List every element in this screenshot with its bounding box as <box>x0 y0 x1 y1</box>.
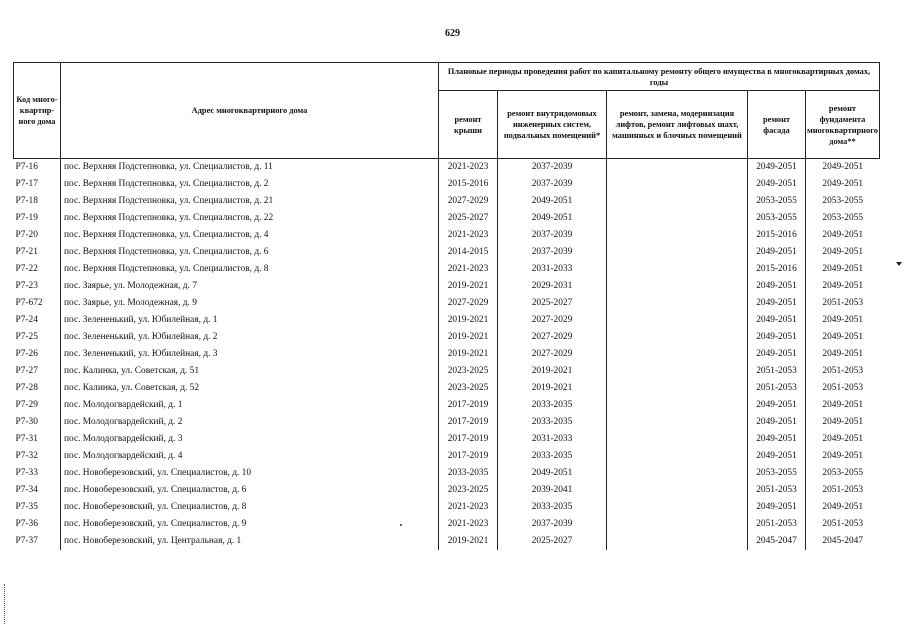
cell-facade: 2051-2053 <box>748 380 806 397</box>
cell-systems: 2025-2027 <box>498 533 607 550</box>
cell-elevators <box>607 329 748 346</box>
cell-facade: 2049-2051 <box>748 346 806 363</box>
cell-code: Р7-25 <box>14 329 61 346</box>
table-row <box>14 329 880 346</box>
cell-address: пос. Молодогвардейский, д. 1 <box>61 397 439 414</box>
cell-code: Р7-24 <box>14 312 61 329</box>
cell-foundation: 2049-2051 <box>822 179 864 189</box>
cell-code: Р7-31 <box>14 431 61 448</box>
table-row <box>14 312 880 329</box>
cell-foundation: 2053-2055 <box>822 196 864 206</box>
cell-foundation: 2049-2051 <box>822 451 864 461</box>
cell-foundation: 2049-2051 <box>822 400 864 410</box>
table-row <box>14 380 880 397</box>
cell-systems: 2027-2029 <box>498 329 607 346</box>
cell-facade: 2051-2053 <box>748 363 806 380</box>
cell-roof: 2021-2023 <box>439 499 498 516</box>
cell-facade: 2049-2051 <box>748 159 806 177</box>
header-code: Код много-квартир-ного дома <box>14 63 61 159</box>
cell-address: пос. Новоберезовский, ул. Центральная, д. 1 <box>61 533 439 550</box>
cell-foundation: 2049-2051 <box>822 349 864 359</box>
cell-code: Р7-17 <box>14 176 61 193</box>
cell-systems: 2033-2035 <box>498 499 607 516</box>
cell-address: пос. Молодогвардейский, д. 3 <box>61 431 439 448</box>
table-header <box>14 63 880 159</box>
cell-facade: 2049-2051 <box>748 499 806 516</box>
cell-code: Р7-33 <box>14 465 61 482</box>
cell-roof: 2021-2023 <box>439 227 498 244</box>
cell-systems: 2037-2039 <box>498 244 607 261</box>
header-facade: ремонт фасада <box>748 91 806 159</box>
header-periods-group: Плановые периоды проведения работ по капитальному ремонту общего имущества в многоквартирных домах, годы <box>439 63 880 91</box>
table-row <box>14 244 880 261</box>
cell-roof: 2027-2029 <box>439 193 498 210</box>
cell-foundation: 2051-2053 <box>822 383 864 393</box>
cell-code: Р7-37 <box>14 533 61 550</box>
cell-facade: 2051-2053 <box>748 482 806 499</box>
cell-elevators <box>607 448 748 465</box>
table-row <box>14 227 880 244</box>
cell-address: пос. Заярье, ул. Молодежная, д. 9 <box>61 295 439 312</box>
cell-elevators <box>607 397 748 414</box>
cell-foundation: 2051-2053 <box>822 366 864 376</box>
cell-address: пос. Зелененький, ул. Юбилейная, д. 3 <box>61 346 439 363</box>
table-row <box>14 431 880 448</box>
cell-address: пос. Верхняя Подстепновка, ул. Специалистов, д. 8 <box>61 261 439 278</box>
cell-facade: 2053-2055 <box>748 193 806 210</box>
cell-elevators <box>607 516 748 533</box>
cell-address: пос. Верхняя Подстепновка, ул. Специалистов, д. 4 <box>61 227 439 244</box>
table-row <box>14 414 880 431</box>
repair-schedule-table <box>13 62 880 550</box>
cell-elevators <box>607 533 748 550</box>
cell-elevators <box>607 176 748 193</box>
cell-elevators <box>607 312 748 329</box>
cell-address: пос. Верхняя Подстепновка, ул. Специалистов, д. 6 <box>61 244 439 261</box>
cell-systems: 2027-2029 <box>498 346 607 363</box>
cell-roof: 2017-2019 <box>439 448 498 465</box>
cell-foundation: 2045-2047 <box>822 536 864 546</box>
cell-elevators <box>607 193 748 210</box>
cell-roof: 2019-2021 <box>439 329 498 346</box>
cell-elevators <box>607 431 748 448</box>
cell-facade: 2049-2051 <box>748 295 806 312</box>
cell-code: Р7-32 <box>14 448 61 465</box>
cell-roof: 2017-2019 <box>439 431 498 448</box>
cell-roof: 2014-2015 <box>439 244 498 261</box>
cell-foundation: 2049-2051 <box>822 281 864 291</box>
cell-systems: 2037-2039 <box>498 176 607 193</box>
scan-speck <box>400 524 402 526</box>
table-row <box>14 261 880 278</box>
cell-code: Р7-36 <box>14 516 61 533</box>
table-row <box>14 499 880 516</box>
cell-roof: 2017-2019 <box>439 414 498 431</box>
header-roof: ремонт крыши <box>439 91 498 159</box>
cell-code: Р7-29 <box>14 397 61 414</box>
cell-foundation: 2049-2051 <box>822 502 864 512</box>
cell-foundation: 2049-2051 <box>822 230 864 240</box>
cell-address: пос. Верхняя Подстепновка, ул. Специалистов, д. 2 <box>61 176 439 193</box>
table-row <box>14 397 880 414</box>
cell-elevators <box>607 380 748 397</box>
cell-systems: 2031-2033 <box>498 431 607 448</box>
cell-code: Р7-27 <box>14 363 61 380</box>
cell-systems: 2019-2021 <box>498 363 607 380</box>
cell-elevators <box>607 261 748 278</box>
cell-code: Р7-26 <box>14 346 61 363</box>
cell-systems: 2049-2051 <box>498 210 607 227</box>
cell-facade: 2049-2051 <box>748 278 806 295</box>
cell-address: пос. Верхняя Подстепновка, ул. Специалистов, д. 21 <box>61 193 439 210</box>
cell-roof: 2015-2016 <box>439 176 498 193</box>
cell-code: Р7-19 <box>14 210 61 227</box>
cell-roof: 2027-2029 <box>439 295 498 312</box>
cell-systems: 2039-2041 <box>498 482 607 499</box>
cell-systems: 2037-2039 <box>498 159 607 177</box>
table-row <box>14 210 880 227</box>
cell-foundation: 2053-2055 <box>822 213 864 223</box>
cell-systems: 2033-2035 <box>498 448 607 465</box>
cell-roof: 2017-2019 <box>439 397 498 414</box>
cell-address: пос. Зелененький, ул. Юбилейная, д. 2 <box>61 329 439 346</box>
table-row <box>14 533 880 550</box>
cell-address: пос. Калинка, ул. Советская, д. 51 <box>61 363 439 380</box>
cell-code: Р7-16 <box>14 159 61 177</box>
table-row <box>14 465 880 482</box>
cell-systems: 2049-2051 <box>498 193 607 210</box>
cell-elevators <box>607 414 748 431</box>
cell-foundation: 2051-2053 <box>822 485 864 495</box>
cell-code: Р7-30 <box>14 414 61 431</box>
table-row <box>14 193 880 210</box>
cell-code: Р7-34 <box>14 482 61 499</box>
margin-arrow-icon <box>896 262 902 266</box>
table-row <box>14 448 880 465</box>
cell-foundation: 2049-2051 <box>806 159 880 177</box>
cell-facade: 2049-2051 <box>748 448 806 465</box>
cell-foundation: 2049-2051 <box>822 332 864 342</box>
cell-foundation: 2053-2055 <box>822 468 864 478</box>
cell-code: Р7-28 <box>14 380 61 397</box>
cell-elevators <box>607 346 748 363</box>
cell-roof: 2033-2035 <box>439 465 498 482</box>
cell-elevators <box>607 295 748 312</box>
cell-facade: 2015-2016 <box>748 227 806 244</box>
cell-foundation: 2049-2051 <box>822 264 864 274</box>
cell-address: пос. Новоберезовский, ул. Специалистов, д. 8 <box>61 499 439 516</box>
cell-roof: 2023-2025 <box>439 363 498 380</box>
table-row <box>14 516 880 533</box>
cell-facade: 2049-2051 <box>748 397 806 414</box>
page-number: 629 <box>445 28 460 39</box>
scan-edge-mark <box>4 584 7 624</box>
cell-roof: 2019-2021 <box>439 533 498 550</box>
cell-facade: 2049-2051 <box>748 329 806 346</box>
cell-roof: 2019-2021 <box>439 278 498 295</box>
cell-facade: 2049-2051 <box>748 312 806 329</box>
cell-roof: 2021-2023 <box>439 516 498 533</box>
cell-facade: 2049-2051 <box>748 176 806 193</box>
cell-roof: 2019-2021 <box>439 346 498 363</box>
cell-facade: 2049-2051 <box>748 431 806 448</box>
table-row <box>14 482 880 499</box>
cell-address: пос. Новоберезовский, ул. Специалистов, д. 10 <box>61 465 439 482</box>
cell-code: Р7-20 <box>14 227 61 244</box>
cell-address: пос. Зелененький, ул. Юбилейная, д. 1 <box>61 312 439 329</box>
cell-elevators <box>607 499 748 516</box>
cell-address: пос. Молодогвардейский, д. 4 <box>61 448 439 465</box>
cell-foundation: 2049-2051 <box>822 417 864 427</box>
cell-systems: 2033-2035 <box>498 414 607 431</box>
cell-elevators <box>607 278 748 295</box>
cell-systems: 2033-2035 <box>498 397 607 414</box>
cell-elevators <box>607 244 748 261</box>
table-row <box>14 346 880 363</box>
cell-elevators <box>607 227 748 244</box>
header-elevators: ремонт, замена, модернизация лифтов, ремонт лифтовых шахт, машинных и блочных помещений <box>607 91 748 159</box>
table-body <box>14 159 880 551</box>
cell-systems: 2019-2021 <box>498 380 607 397</box>
header-foundation: ремонт фундамента многоквартирного дома** <box>806 91 880 159</box>
cell-code: Р7-672 <box>14 295 61 312</box>
cell-roof: 2021-2023 <box>439 261 498 278</box>
cell-address: пос. Новоберезовский, ул. Специалистов, д. 6 <box>61 482 439 499</box>
cell-facade: 2015-2016 <box>748 261 806 278</box>
cell-address: пос. Новоберезовский, ул. Специалистов, д. 9 <box>61 516 439 533</box>
cell-elevators <box>607 465 748 482</box>
cell-elevators <box>607 210 748 227</box>
cell-address: пос. Верхняя Подстепновка, ул. Специалистов, д. 22 <box>61 210 439 227</box>
cell-address: пос. Калинка, ул. Советская, д. 52 <box>61 380 439 397</box>
cell-foundation: 2049-2051 <box>822 434 864 444</box>
cell-facade: 2045-2047 <box>748 533 806 550</box>
cell-roof: 2023-2025 <box>439 482 498 499</box>
cell-code: Р7-18 <box>14 193 61 210</box>
cell-code: Р7-35 <box>14 499 61 516</box>
cell-foundation: 2051-2053 <box>822 298 864 308</box>
cell-facade: 2051-2053 <box>748 516 806 533</box>
cell-address: пос. Молодогвардейский, д. 2 <box>61 414 439 431</box>
cell-facade: 2053-2055 <box>748 210 806 227</box>
cell-systems: 2037-2039 <box>498 227 607 244</box>
cell-foundation: 2049-2051 <box>822 315 864 325</box>
cell-systems: 2049-2051 <box>498 465 607 482</box>
cell-systems: 2029-2031 <box>498 278 607 295</box>
cell-code: Р7-23 <box>14 278 61 295</box>
cell-code: Р7-21 <box>14 244 61 261</box>
header-engineering-systems: ремонт внутридомовых инженерных систем, подвальных помещений* <box>498 91 607 159</box>
cell-roof: 2025-2027 <box>439 210 498 227</box>
cell-address: пос. Заярье, ул. Молодежная, д. 7 <box>61 278 439 295</box>
cell-systems: 2025-2027 <box>498 295 607 312</box>
cell-elevators <box>607 159 748 177</box>
cell-facade: 2049-2051 <box>748 414 806 431</box>
table-row <box>14 295 880 312</box>
cell-systems: 2037-2039 <box>498 516 607 533</box>
cell-elevators <box>607 363 748 380</box>
cell-facade: 2049-2051 <box>748 244 806 261</box>
cell-systems: 2031-2033 <box>498 261 607 278</box>
table-row <box>14 363 880 380</box>
table-row <box>14 159 880 177</box>
cell-address: пос. Верхняя Подстепновка, ул. Специалистов, д. 11 <box>61 159 439 177</box>
cell-code: Р7-22 <box>14 261 61 278</box>
cell-facade: 2053-2055 <box>748 465 806 482</box>
cell-roof: 2019-2021 <box>439 312 498 329</box>
cell-foundation: 2051-2053 <box>822 519 864 529</box>
cell-roof: 2023-2025 <box>439 380 498 397</box>
cell-systems: 2027-2029 <box>498 312 607 329</box>
cell-roof: 2021-2023 <box>439 159 498 177</box>
table-row <box>14 278 880 295</box>
cell-foundation: 2049-2051 <box>822 247 864 257</box>
cell-elevators <box>607 482 748 499</box>
header-address: Адрес многоквартирного дома <box>61 63 439 159</box>
table-row <box>14 176 880 193</box>
